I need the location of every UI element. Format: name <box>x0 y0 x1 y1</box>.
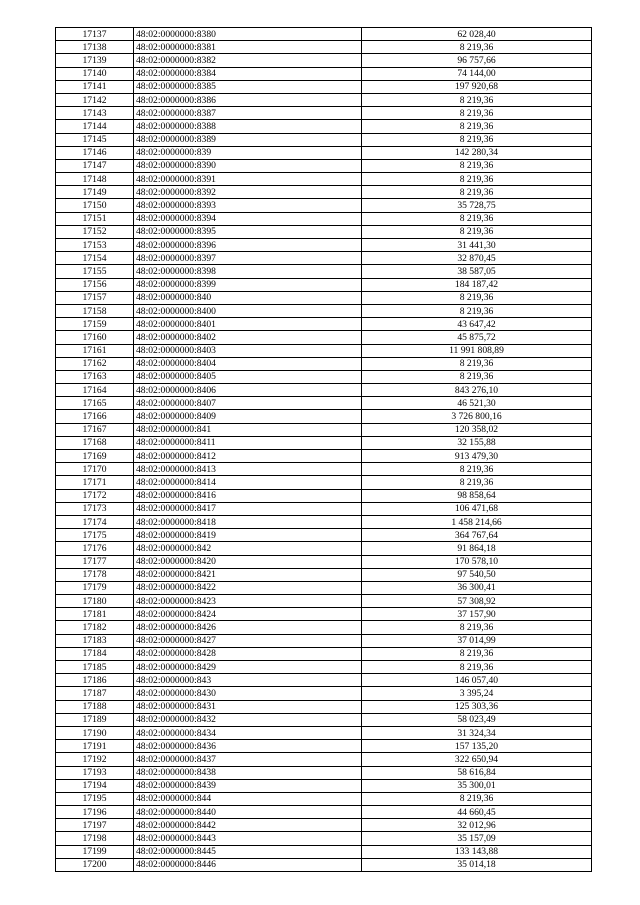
row-number-cell: 17152 <box>56 225 134 238</box>
cadastral-value-cell: 31 441,30 <box>362 239 592 252</box>
table-row <box>56 674 592 687</box>
cadastral-value-cell: 3 726 800,16 <box>362 410 592 423</box>
table-row <box>56 67 592 80</box>
cadastral-value-cell: 146 057,40 <box>362 674 592 687</box>
cadastral-value-cell: 8 219,36 <box>362 41 592 54</box>
cadastral-number-cell: 48:02:0000000:8416 <box>134 489 362 502</box>
table-row <box>56 423 592 436</box>
table-row <box>56 344 592 357</box>
row-number-cell: 17196 <box>56 806 134 819</box>
row-number-cell: 17141 <box>56 80 134 93</box>
table-row <box>56 634 592 647</box>
cadastral-number-cell: 48:02:0000000:8390 <box>134 159 362 172</box>
cadastral-value-cell: 35 728,75 <box>362 199 592 212</box>
table-row <box>56 450 592 463</box>
table-row <box>56 304 592 317</box>
cadastral-value-cell: 31 324,34 <box>362 726 592 739</box>
cadastral-number-cell: 48:02:0000000:8406 <box>134 384 362 397</box>
cadastral-number-cell: 48:02:0000000:8445 <box>134 845 362 858</box>
cadastral-number-cell: 48:02:0000000:8407 <box>134 397 362 410</box>
cadastral-number-cell: 48:02:0000000:8440 <box>134 806 362 819</box>
table-row <box>56 621 592 634</box>
table-row <box>56 766 592 779</box>
cadastral-number-cell: 48:02:0000000:8423 <box>134 595 362 608</box>
row-number-cell: 17187 <box>56 687 134 700</box>
cadastral-value-cell: 170 578,10 <box>362 555 592 568</box>
cadastral-value-cell: 74 144,00 <box>362 67 592 80</box>
row-number-cell: 17197 <box>56 819 134 832</box>
cadastral-number-cell: 48:02:0000000:8381 <box>134 41 362 54</box>
cadastral-number-cell: 48:02:0000000:839 <box>134 146 362 159</box>
table-body <box>56 28 592 872</box>
cadastral-number-cell: 48:02:0000000:8412 <box>134 450 362 463</box>
row-number-cell: 17166 <box>56 410 134 423</box>
table-row <box>56 291 592 304</box>
cadastral-number-cell: 48:02:0000000:8384 <box>134 67 362 80</box>
cadastral-number-cell: 48:02:0000000:841 <box>134 423 362 436</box>
row-number-cell: 17192 <box>56 753 134 766</box>
cadastral-value-cell: 8 219,36 <box>362 225 592 238</box>
cadastral-number-cell: 48:02:0000000:8429 <box>134 661 362 674</box>
table-row <box>56 357 592 370</box>
table-row <box>56 278 592 291</box>
table-row <box>56 647 592 660</box>
row-number-cell: 17185 <box>56 661 134 674</box>
row-number-cell: 17156 <box>56 278 134 291</box>
table-row <box>56 28 592 41</box>
cadastral-value-cell: 8 219,36 <box>362 212 592 225</box>
table-row <box>56 515 592 528</box>
cadastral-value-cell: 38 587,05 <box>362 265 592 278</box>
cadastral-number-cell: 48:02:0000000:8422 <box>134 581 362 594</box>
row-number-cell: 17181 <box>56 608 134 621</box>
cadastral-number-cell: 48:02:0000000:8431 <box>134 700 362 713</box>
cadastral-number-cell: 48:02:0000000:844 <box>134 792 362 805</box>
cadastral-value-cell: 35 157,09 <box>362 832 592 845</box>
row-number-cell: 17150 <box>56 199 134 212</box>
table-row <box>56 173 592 186</box>
table-row <box>56 199 592 212</box>
cadastral-value-cell: 8 219,36 <box>362 792 592 805</box>
cadastral-value-cell: 120 358,02 <box>362 423 592 436</box>
cadastral-number-cell: 48:02:0000000:8401 <box>134 318 362 331</box>
row-number-cell: 17174 <box>56 515 134 528</box>
cadastral-value-cell: 32 012,96 <box>362 819 592 832</box>
row-number-cell: 17154 <box>56 252 134 265</box>
cadastral-value-cell: 58 616,84 <box>362 766 592 779</box>
table-row <box>56 463 592 476</box>
cadastral-value-cell: 8 219,36 <box>362 186 592 199</box>
cadastral-number-cell: 48:02:0000000:8405 <box>134 370 362 383</box>
row-number-cell: 17163 <box>56 370 134 383</box>
table-row <box>56 80 592 93</box>
cadastral-value-cell: 96 757,66 <box>362 54 592 67</box>
cadastral-number-cell: 48:02:0000000:8388 <box>134 120 362 133</box>
cadastral-value-cell: 142 280,34 <box>362 146 592 159</box>
cadastral-value-cell: 37 014,99 <box>362 634 592 647</box>
row-number-cell: 17146 <box>56 146 134 159</box>
cadastral-value-cell: 11 991 808,89 <box>362 344 592 357</box>
table-row <box>56 489 592 502</box>
row-number-cell: 17139 <box>56 54 134 67</box>
cadastral-number-cell: 48:02:0000000:8432 <box>134 713 362 726</box>
row-number-cell: 17151 <box>56 212 134 225</box>
row-number-cell: 17140 <box>56 67 134 80</box>
row-number-cell: 17147 <box>56 159 134 172</box>
cadastral-value-cell: 133 143,88 <box>362 845 592 858</box>
cadastral-value-cell: 8 219,36 <box>362 173 592 186</box>
cadastral-value-cell: 32 870,45 <box>362 252 592 265</box>
cadastral-number-cell: 48:02:0000000:8426 <box>134 621 362 634</box>
cadastral-number-cell: 48:02:0000000:8400 <box>134 304 362 317</box>
cadastral-value-cell: 184 187,42 <box>362 278 592 291</box>
table-row <box>56 529 592 542</box>
cadastral-value-cell: 37 157,90 <box>362 608 592 621</box>
cadastral-number-cell: 48:02:0000000:8394 <box>134 212 362 225</box>
table-row <box>56 806 592 819</box>
cadastral-number-cell: 48:02:0000000:8402 <box>134 331 362 344</box>
cadastral-value-cell: 106 471,68 <box>362 502 592 515</box>
row-number-cell: 17179 <box>56 581 134 594</box>
row-number-cell: 17167 <box>56 423 134 436</box>
row-number-cell: 17160 <box>56 331 134 344</box>
cadastral-number-cell: 48:02:0000000:8398 <box>134 265 362 278</box>
table-row <box>56 397 592 410</box>
cadastral-number-cell: 48:02:0000000:842 <box>134 542 362 555</box>
row-number-cell: 17175 <box>56 529 134 542</box>
cadastral-number-cell: 48:02:0000000:8434 <box>134 726 362 739</box>
cadastral-value-cell: 8 219,36 <box>362 133 592 146</box>
row-number-cell: 17165 <box>56 397 134 410</box>
table-row <box>56 120 592 133</box>
cadastral-value-cell: 36 300,41 <box>362 581 592 594</box>
cadastral-value-cell: 3 395,24 <box>362 687 592 700</box>
cadastral-number-cell: 48:02:0000000:8442 <box>134 819 362 832</box>
cadastral-value-cell: 364 767,64 <box>362 529 592 542</box>
cadastral-number-cell: 48:02:0000000:8413 <box>134 463 362 476</box>
table-row <box>56 331 592 344</box>
table-row <box>56 858 592 871</box>
cadastral-value-cell: 1 458 214,66 <box>362 515 592 528</box>
cadastral-number-cell: 48:02:0000000:8403 <box>134 344 362 357</box>
cadastral-value-cell: 8 219,36 <box>362 370 592 383</box>
table-row <box>56 186 592 199</box>
cadastral-value-cell: 97 540,50 <box>362 568 592 581</box>
cadastral-number-cell: 48:02:0000000:8419 <box>134 529 362 542</box>
cadastral-number-cell: 48:02:0000000:8411 <box>134 436 362 449</box>
row-number-cell: 17162 <box>56 357 134 370</box>
table-row <box>56 502 592 515</box>
cadastral-number-cell: 48:02:0000000:8436 <box>134 740 362 753</box>
table-row <box>56 436 592 449</box>
cadastral-value-cell: 8 219,36 <box>362 107 592 120</box>
cadastral-value-cell: 35 300,01 <box>362 779 592 792</box>
row-number-cell: 17143 <box>56 107 134 120</box>
table-row <box>56 410 592 423</box>
cadastral-value-cell: 57 308,92 <box>362 595 592 608</box>
cadastral-value-cell: 157 135,20 <box>362 740 592 753</box>
cadastral-number-cell: 48:02:0000000:8396 <box>134 239 362 252</box>
cadastral-value-cell: 35 014,18 <box>362 858 592 871</box>
row-number-cell: 17176 <box>56 542 134 555</box>
row-number-cell: 17169 <box>56 450 134 463</box>
row-number-cell: 17173 <box>56 502 134 515</box>
table-row <box>56 93 592 106</box>
cadastral-number-cell: 48:02:0000000:8446 <box>134 858 362 871</box>
row-number-cell: 17188 <box>56 700 134 713</box>
cadastral-value-cell: 8 219,36 <box>362 93 592 106</box>
table-row <box>56 476 592 489</box>
cadastral-number-cell: 48:02:0000000:8382 <box>134 54 362 67</box>
table-row <box>56 133 592 146</box>
cadastral-number-cell: 48:02:0000000:8430 <box>134 687 362 700</box>
row-number-cell: 17190 <box>56 726 134 739</box>
cadastral-value-cell: 913 479,30 <box>362 450 592 463</box>
cadastral-number-cell: 48:02:0000000:8427 <box>134 634 362 647</box>
cadastral-number-cell: 48:02:0000000:8393 <box>134 199 362 212</box>
table-row <box>56 740 592 753</box>
cadastral-number-cell: 48:02:0000000:8387 <box>134 107 362 120</box>
table-row <box>56 370 592 383</box>
cadastral-number-cell: 48:02:0000000:8391 <box>134 173 362 186</box>
cadastral-value-cell: 44 660,45 <box>362 806 592 819</box>
row-number-cell: 17191 <box>56 740 134 753</box>
cadastral-number-cell: 48:02:0000000:8414 <box>134 476 362 489</box>
row-number-cell: 17153 <box>56 239 134 252</box>
cadastral-number-cell: 48:02:0000000:8424 <box>134 608 362 621</box>
cadastral-number-cell: 48:02:0000000:8409 <box>134 410 362 423</box>
table-row <box>56 159 592 172</box>
cadastral-value-cell: 8 219,36 <box>362 159 592 172</box>
cadastral-value-cell: 125 303,36 <box>362 700 592 713</box>
cadastral-number-cell: 48:02:0000000:8395 <box>134 225 362 238</box>
cadastral-value-cell: 46 521,30 <box>362 397 592 410</box>
table-row <box>56 542 592 555</box>
row-number-cell: 17161 <box>56 344 134 357</box>
row-number-cell: 17137 <box>56 28 134 41</box>
table-row <box>56 700 592 713</box>
table-row <box>56 726 592 739</box>
row-number-cell: 17149 <box>56 186 134 199</box>
cadastral-number-cell: 48:02:0000000:8421 <box>134 568 362 581</box>
cadastral-value-cell: 197 920,68 <box>362 80 592 93</box>
table-row <box>56 568 592 581</box>
cadastral-number-cell: 48:02:0000000:8385 <box>134 80 362 93</box>
table-row <box>56 819 592 832</box>
cadastral-value-cell: 58 023,49 <box>362 713 592 726</box>
table-row <box>56 661 592 674</box>
row-number-cell: 17186 <box>56 674 134 687</box>
row-number-cell: 17148 <box>56 173 134 186</box>
cadastral-value-cell: 8 219,36 <box>362 304 592 317</box>
cadastral-value-cell: 43 647,42 <box>362 318 592 331</box>
row-number-cell: 17195 <box>56 792 134 805</box>
row-number-cell: 17200 <box>56 858 134 871</box>
cadastral-number-cell: 48:02:0000000:8420 <box>134 555 362 568</box>
cadastral-number-cell: 48:02:0000000:8418 <box>134 515 362 528</box>
row-number-cell: 17164 <box>56 384 134 397</box>
table-row <box>56 792 592 805</box>
cadastral-value-cell: 8 219,36 <box>362 463 592 476</box>
row-number-cell: 17193 <box>56 766 134 779</box>
cadastral-number-cell: 48:02:0000000:8404 <box>134 357 362 370</box>
row-number-cell: 17182 <box>56 621 134 634</box>
cadastral-value-cell: 91 864,18 <box>362 542 592 555</box>
cadastral-number-cell: 48:02:0000000:8386 <box>134 93 362 106</box>
table-row <box>56 146 592 159</box>
cadastral-number-cell: 48:02:0000000:8397 <box>134 252 362 265</box>
row-number-cell: 17170 <box>56 463 134 476</box>
cadastral-value-cell: 98 858,64 <box>362 489 592 502</box>
cadastral-number-cell: 48:02:0000000:843 <box>134 674 362 687</box>
cadastral-value-cell: 8 219,36 <box>362 647 592 660</box>
row-number-cell: 17194 <box>56 779 134 792</box>
cadastral-number-cell: 48:02:0000000:8439 <box>134 779 362 792</box>
cadastral-number-cell: 48:02:0000000:8392 <box>134 186 362 199</box>
row-number-cell: 17198 <box>56 832 134 845</box>
table-row <box>56 239 592 252</box>
cadastral-value-cell: 32 155,88 <box>362 436 592 449</box>
table-row <box>56 41 592 54</box>
table-row <box>56 54 592 67</box>
cadastral-number-cell: 48:02:0000000:8443 <box>134 832 362 845</box>
cadastral-number-cell: 48:02:0000000:8417 <box>134 502 362 515</box>
row-number-cell: 17172 <box>56 489 134 502</box>
cadastral-number-cell: 48:02:0000000:8380 <box>134 28 362 41</box>
cadastral-value-cell: 8 219,36 <box>362 357 592 370</box>
row-number-cell: 17178 <box>56 568 134 581</box>
cadastral-number-cell: 48:02:0000000:8389 <box>134 133 362 146</box>
cadastral-number-cell: 48:02:0000000:840 <box>134 291 362 304</box>
row-number-cell: 17171 <box>56 476 134 489</box>
cadastral-number-cell: 48:02:0000000:8437 <box>134 753 362 766</box>
row-number-cell: 17142 <box>56 93 134 106</box>
cadastral-value-cell: 8 219,36 <box>362 661 592 674</box>
cadastral-value-cell: 62 028,40 <box>362 28 592 41</box>
table-row <box>56 252 592 265</box>
table-row <box>56 581 592 594</box>
cadastral-value-table <box>55 27 592 872</box>
table-row <box>56 608 592 621</box>
table-row <box>56 265 592 278</box>
row-number-cell: 17199 <box>56 845 134 858</box>
row-number-cell: 17159 <box>56 318 134 331</box>
row-number-cell: 17138 <box>56 41 134 54</box>
table-row <box>56 832 592 845</box>
row-number-cell: 17155 <box>56 265 134 278</box>
cadastral-value-cell: 8 219,36 <box>362 291 592 304</box>
cadastral-value-cell: 843 276,10 <box>362 384 592 397</box>
cadastral-number-cell: 48:02:0000000:8438 <box>134 766 362 779</box>
cadastral-value-cell: 45 875,72 <box>362 331 592 344</box>
table-row <box>56 318 592 331</box>
row-number-cell: 17144 <box>56 120 134 133</box>
table-row <box>56 687 592 700</box>
table-row <box>56 384 592 397</box>
cadastral-value-cell: 8 219,36 <box>362 476 592 489</box>
cadastral-value-cell: 8 219,36 <box>362 120 592 133</box>
table-row <box>56 555 592 568</box>
cadastral-number-cell: 48:02:0000000:8399 <box>134 278 362 291</box>
row-number-cell: 17183 <box>56 634 134 647</box>
table-row <box>56 595 592 608</box>
cadastral-value-cell: 8 219,36 <box>362 621 592 634</box>
row-number-cell: 17184 <box>56 647 134 660</box>
table-row <box>56 845 592 858</box>
row-number-cell: 17157 <box>56 291 134 304</box>
row-number-cell: 17189 <box>56 713 134 726</box>
cadastral-value-cell: 322 650,94 <box>362 753 592 766</box>
table-row <box>56 107 592 120</box>
row-number-cell: 17177 <box>56 555 134 568</box>
table-row <box>56 753 592 766</box>
row-number-cell: 17145 <box>56 133 134 146</box>
table-row <box>56 779 592 792</box>
table-row <box>56 212 592 225</box>
row-number-cell: 17158 <box>56 304 134 317</box>
row-number-cell: 17168 <box>56 436 134 449</box>
cadastral-number-cell: 48:02:0000000:8428 <box>134 647 362 660</box>
table-row <box>56 225 592 238</box>
row-number-cell: 17180 <box>56 595 134 608</box>
table-row <box>56 713 592 726</box>
